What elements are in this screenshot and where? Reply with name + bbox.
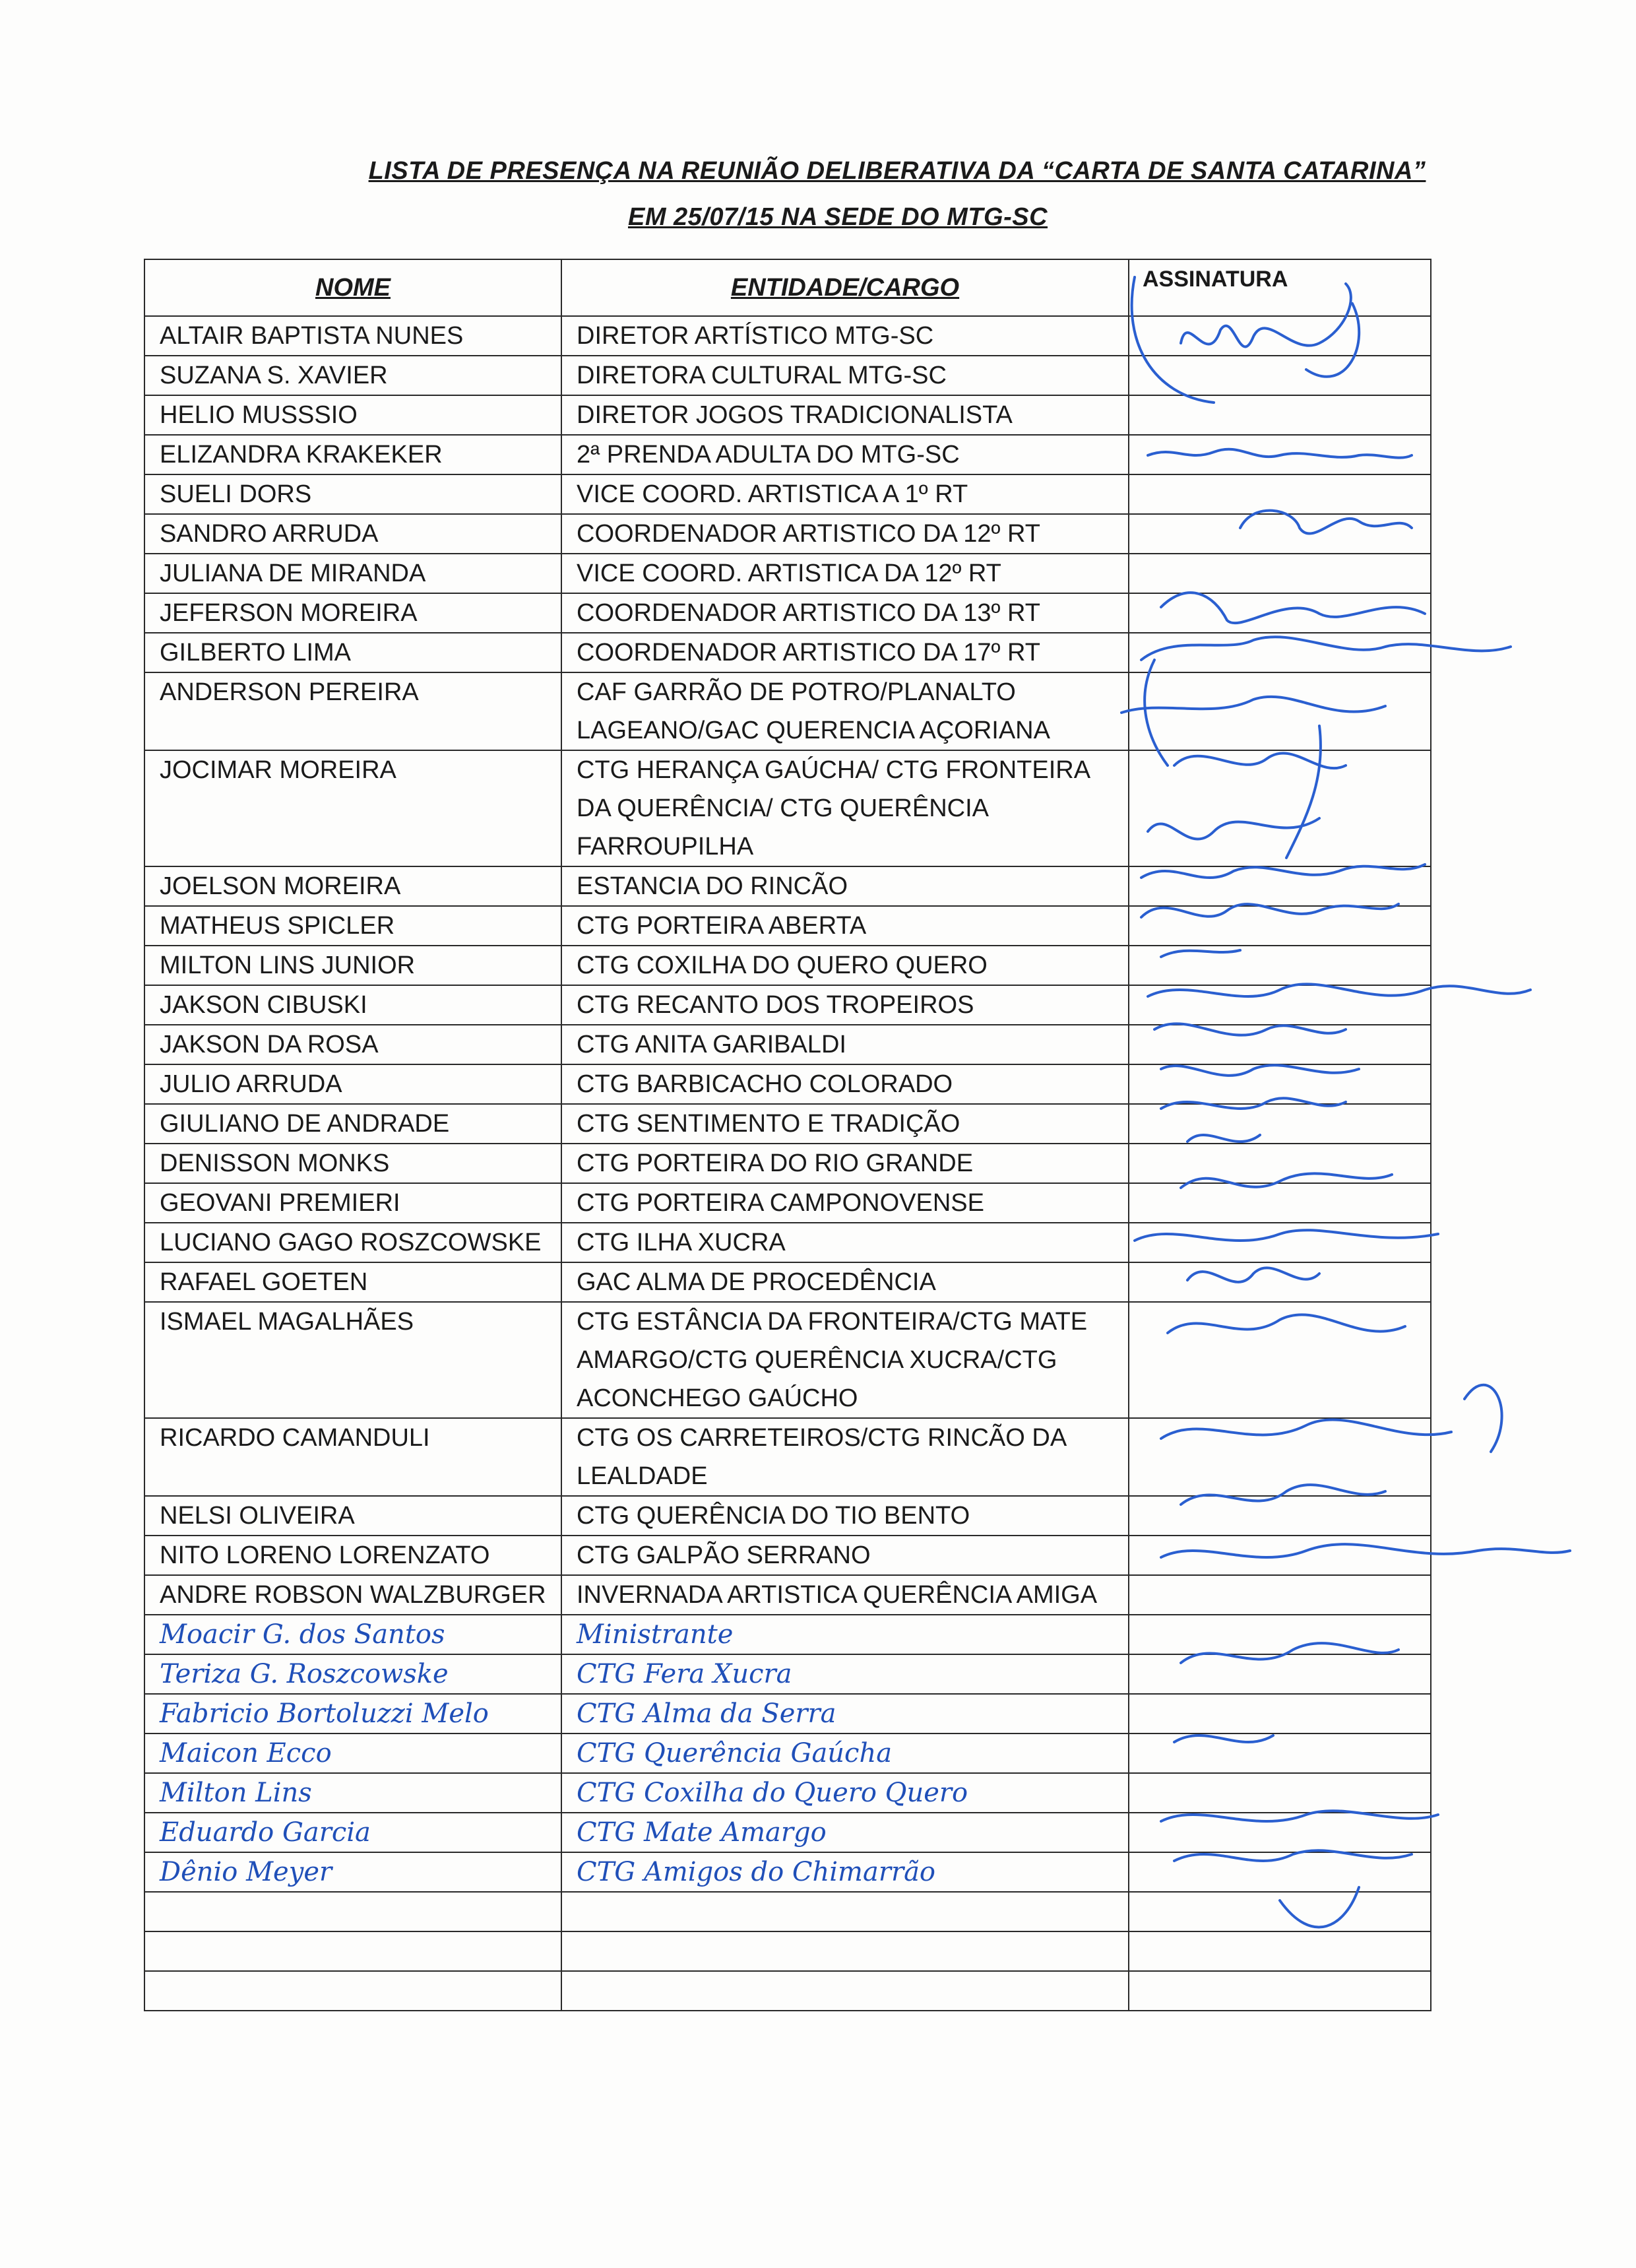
- attendee-name: RICARDO CAMANDULI: [144, 1418, 561, 1496]
- attendee-signature: [1129, 1536, 1431, 1575]
- table-row: [144, 1183, 1431, 1223]
- table-row: [144, 316, 1431, 356]
- attendee-name: ANDERSON PEREIRA: [144, 672, 561, 750]
- attendee-name: NITO LORENO LORENZATO: [144, 1536, 561, 1575]
- attendee-entity: CTG Fera Xucra: [561, 1654, 1129, 1694]
- attendee-entity: CTG ILHA XUCRA: [561, 1223, 1129, 1262]
- table-row: [144, 395, 1431, 435]
- attendee-entity: VICE COORD. ARTISTICA DA 12º RT: [561, 554, 1129, 593]
- table-row: [144, 1892, 1431, 1931]
- table-row: [144, 1262, 1431, 1302]
- attendee-entity: [561, 1971, 1129, 2011]
- attendee-name: ANDRE ROBSON WALZBURGER: [144, 1575, 561, 1615]
- attendee-name: JEFERSON MOREIRA: [144, 593, 561, 633]
- attendee-signature: [1129, 1496, 1431, 1536]
- attendee-entity: CTG SENTIMENTO E TRADIÇÃO: [561, 1104, 1129, 1144]
- attendee-entity: COORDENADOR ARTISTICO DA 13º RT: [561, 593, 1129, 633]
- attendee-signature: [1129, 750, 1431, 866]
- attendee-name: MILTON LINS JUNIOR: [144, 946, 561, 985]
- table-row: [144, 985, 1431, 1025]
- attendee-name: SUELI DORS: [144, 474, 561, 514]
- attendee-signature: [1129, 1615, 1431, 1654]
- table-header-row: [144, 259, 1431, 316]
- header-signature: ASSINATURA: [1129, 259, 1431, 316]
- attendee-signature: [1129, 985, 1431, 1025]
- table-row: [144, 1971, 1431, 2011]
- attendee-signature: [1129, 1575, 1431, 1615]
- attendee-signature: [1129, 906, 1431, 946]
- attendee-entity: CTG Querência Gaúcha: [561, 1733, 1129, 1773]
- attendee-entity: CTG BARBICACHO COLORADO: [561, 1064, 1129, 1104]
- header-entity: ENTIDADE/CARGO: [561, 259, 1129, 316]
- attendee-name: ALTAIR BAPTISTA NUNES: [144, 316, 561, 356]
- attendee-name: JOCIMAR MOREIRA: [144, 750, 561, 866]
- attendee-name: Moacir G. dos Santos: [144, 1615, 561, 1654]
- attendee-signature: [1129, 1971, 1431, 2011]
- table-row: [144, 1773, 1431, 1813]
- table-row: [144, 1931, 1431, 1971]
- attendee-entity: COORDENADOR ARTISTICO DA 12º RT: [561, 514, 1129, 554]
- attendee-entity: CTG ANITA GARIBALDI: [561, 1025, 1129, 1064]
- attendee-signature: [1129, 672, 1431, 750]
- attendee-entity: DIRETOR JOGOS TRADICIONALISTA: [561, 395, 1129, 435]
- attendee-entity: INVERNADA ARTISTICA QUERÊNCIA AMIGA: [561, 1575, 1129, 1615]
- table-row: [144, 750, 1431, 866]
- attendee-entity: CAF GARRÃO DE POTRO/PLANALTO LAGEANO/GAC QUERENCIA AÇORIANA: [561, 672, 1129, 750]
- attendee-signature: [1129, 1733, 1431, 1773]
- attendee-entity: CTG COXILHA DO QUERO QUERO: [561, 946, 1129, 985]
- attendee-signature: [1129, 866, 1431, 906]
- document-title: LISTA DE PRESENÇA NA REUNIÃO DELIBERATIVA DA “CARTA DE SANTA CATARINA”: [368, 157, 1426, 185]
- attendee-name: JULIANA DE MIRANDA: [144, 554, 561, 593]
- table-row: [144, 514, 1431, 554]
- attendee-entity: CTG RECANTO DOS TROPEIROS: [561, 985, 1129, 1025]
- attendee-name: RAFAEL GOETEN: [144, 1262, 561, 1302]
- attendee-entity: CTG OS CARRETEIROS/CTG RINCÃO DA LEALDADE: [561, 1418, 1129, 1496]
- attendee-signature: [1129, 356, 1431, 395]
- attendee-name: Dênio Meyer: [144, 1852, 561, 1892]
- attendee-entity: VICE COORD. ARTISTICA A 1º RT: [561, 474, 1129, 514]
- attendee-name: Fabricio Bortoluzzi Melo: [144, 1694, 561, 1733]
- attendee-signature: [1129, 946, 1431, 985]
- attendee-entity: CTG HERANÇA GAÚCHA/ CTG FRONTEIRA DA QUERÊNCIA/ CTG QUERÊNCIA FARROUPILHA: [561, 750, 1129, 866]
- attendee-signature: [1129, 633, 1431, 672]
- table-row: [144, 435, 1431, 474]
- attendee-entity: [561, 1931, 1129, 1971]
- table-row: [144, 1733, 1431, 1773]
- attendee-signature: [1129, 1064, 1431, 1104]
- table-row: [144, 474, 1431, 514]
- attendee-name: Teriza G. Roszcowske: [144, 1654, 561, 1694]
- attendee-signature: [1129, 1262, 1431, 1302]
- attendee-signature: [1129, 395, 1431, 435]
- attendee-signature: [1129, 474, 1431, 514]
- attendee-entity: CTG ESTÂNCIA DA FRONTEIRA/CTG MATE AMARGO/CTG QUERÊNCIA XUCRA/CTG ACONCHEGO GAÚCHO: [561, 1302, 1129, 1418]
- attendee-signature: [1129, 1694, 1431, 1733]
- attendee-name: JAKSON CIBUSKI: [144, 985, 561, 1025]
- attendee-signature: [1129, 1025, 1431, 1064]
- table-row: [144, 1104, 1431, 1144]
- attendee-signature: [1129, 1931, 1431, 1971]
- table-row: [144, 1496, 1431, 1536]
- table-row: [144, 1654, 1431, 1694]
- table-row: [144, 1694, 1431, 1733]
- attendee-signature: [1129, 514, 1431, 554]
- table-row: [144, 633, 1431, 672]
- attendee-name: MATHEUS SPICLER: [144, 906, 561, 946]
- table-row: [144, 1418, 1431, 1496]
- attendee-signature: [1129, 554, 1431, 593]
- table-row: [144, 1615, 1431, 1654]
- attendee-name: NELSI OLIVEIRA: [144, 1496, 561, 1536]
- attendee-entity: CTG PORTEIRA ABERTA: [561, 906, 1129, 946]
- attendee-entity: GAC ALMA DE PROCEDÊNCIA: [561, 1262, 1129, 1302]
- attendee-entity: CTG PORTEIRA DO RIO GRANDE: [561, 1144, 1129, 1183]
- attendee-entity: CTG PORTEIRA CAMPONOVENSE: [561, 1183, 1129, 1223]
- attendee-name: Eduardo Garcia: [144, 1813, 561, 1852]
- attendee-name: [144, 1931, 561, 1971]
- attendee-name: [144, 1971, 561, 2011]
- attendee-name: ISMAEL MAGALHÃES: [144, 1302, 561, 1418]
- table-row: [144, 1813, 1431, 1852]
- attendee-name: Milton Lins: [144, 1773, 561, 1813]
- attendee-name: SANDRO ARRUDA: [144, 514, 561, 554]
- attendee-name: HELIO MUSSSIO: [144, 395, 561, 435]
- attendance-table: [144, 259, 1432, 2011]
- attendee-signature: [1129, 1892, 1431, 1931]
- attendee-entity: CTG Alma da Serra: [561, 1694, 1129, 1733]
- attendee-name: Maicon Ecco: [144, 1733, 561, 1773]
- attendee-signature: [1129, 1104, 1431, 1144]
- table-row: [144, 1223, 1431, 1262]
- attendee-entity: DIRETORA CULTURAL MTG-SC: [561, 356, 1129, 395]
- table-row: [144, 1302, 1431, 1418]
- attendee-entity: CTG Mate Amargo: [561, 1813, 1129, 1852]
- attendee-name: [144, 1892, 561, 1931]
- table-row: [144, 593, 1431, 633]
- attendee-name: DENISSON MONKS: [144, 1144, 561, 1183]
- attendee-signature: [1129, 1773, 1431, 1813]
- attendee-signature: [1129, 1418, 1431, 1496]
- table-row: [144, 866, 1431, 906]
- attendee-name: JAKSON DA ROSA: [144, 1025, 561, 1064]
- attendee-signature: [1129, 1144, 1431, 1183]
- attendee-entity: ESTANCIA DO RINCÃO: [561, 866, 1129, 906]
- table-row: [144, 672, 1431, 750]
- attendee-signature: [1129, 1183, 1431, 1223]
- attendee-name: GEOVANI PREMIERI: [144, 1183, 561, 1223]
- attendee-name: JOELSON MOREIRA: [144, 866, 561, 906]
- attendee-entity: CTG Amigos do Chimarrão: [561, 1852, 1129, 1892]
- table-row: [144, 1575, 1431, 1615]
- attendee-signature: [1129, 435, 1431, 474]
- attendee-entity: CTG Coxilha do Quero Quero: [561, 1773, 1129, 1813]
- attendee-name: GIULIANO DE ANDRADE: [144, 1104, 561, 1144]
- attendee-name: JULIO ARRUDA: [144, 1064, 561, 1104]
- attendee-name: SUZANA S. XAVIER: [144, 356, 561, 395]
- attendee-signature: [1129, 593, 1431, 633]
- table-row: [144, 1025, 1431, 1064]
- attendee-signature: [1129, 316, 1431, 356]
- attendee-name: GILBERTO LIMA: [144, 633, 561, 672]
- attendee-signature: [1129, 1852, 1431, 1892]
- table-row: [144, 356, 1431, 395]
- document-subtitle: EM 25/07/15 NA SEDE DO MTG-SC: [627, 203, 1048, 231]
- attendee-entity: [561, 1892, 1129, 1931]
- attendee-name: LUCIANO GAGO ROSZCOWSKE: [144, 1223, 561, 1262]
- attendee-entity: Ministrante: [561, 1615, 1129, 1654]
- attendee-entity: CTG GALPÃO SERRANO: [561, 1536, 1129, 1575]
- table-row: [144, 946, 1431, 985]
- table-row: [144, 1536, 1431, 1575]
- header-name: NOME: [144, 259, 561, 316]
- attendee-entity: COORDENADOR ARTISTICO DA 17º RT: [561, 633, 1129, 672]
- attendee-entity: DIRETOR ARTÍSTICO MTG-SC: [561, 316, 1129, 356]
- attendee-signature: [1129, 1654, 1431, 1694]
- table-row: [144, 554, 1431, 593]
- attendee-name: ELIZANDRA KRAKEKER: [144, 435, 561, 474]
- table-row: [144, 1144, 1431, 1183]
- table-row: [144, 1852, 1431, 1892]
- attendee-entity: 2ª PRENDA ADULTA DO MTG-SC: [561, 435, 1129, 474]
- attendee-signature: [1129, 1223, 1431, 1262]
- attendee-entity: CTG QUERÊNCIA DO TIO BENTO: [561, 1496, 1129, 1536]
- table-row: [144, 906, 1431, 946]
- attendee-signature: [1129, 1302, 1431, 1418]
- table-row: [144, 1064, 1431, 1104]
- attendee-signature: [1129, 1813, 1431, 1852]
